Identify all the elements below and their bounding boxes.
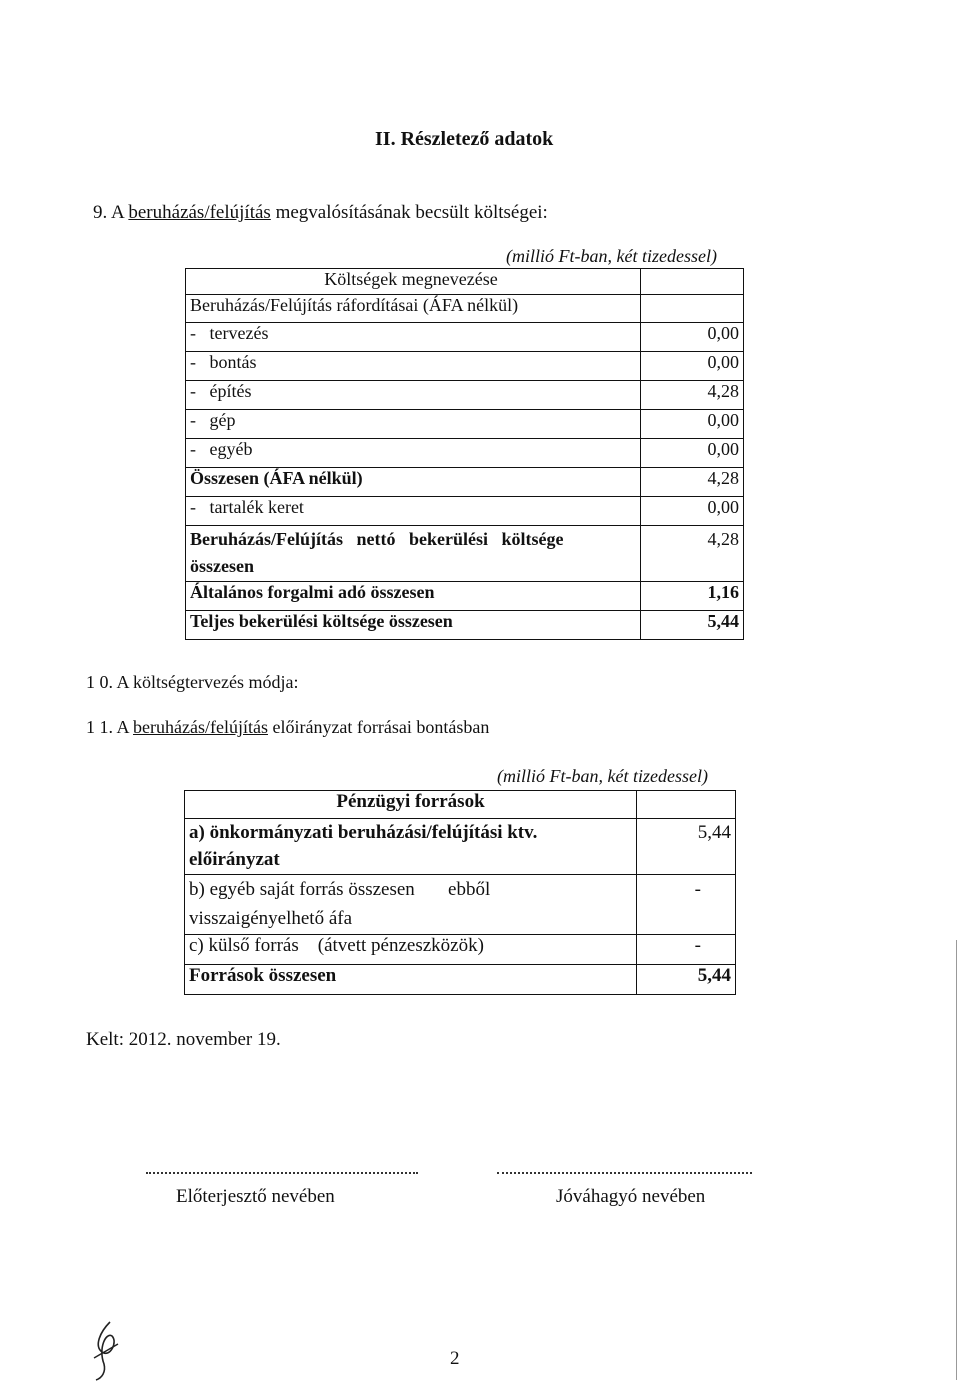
cost-row-value: 0,00 [641, 410, 744, 439]
funding-row-b [185, 875, 736, 935]
cost-gross-label: Teljes bekerülési költsége összesen [186, 611, 641, 640]
funding-header-row [185, 791, 736, 819]
cost-row-value: 4,28 [641, 381, 744, 410]
cost-row [186, 352, 744, 381]
cost-vat-label: Általános forgalmi adó összesen [186, 582, 641, 611]
date-line: Kelt: 2012. november 19. [86, 1029, 281, 1050]
cost-row-value: 0,00 [641, 439, 744, 468]
cost-reserve-value: 0,00 [641, 497, 744, 526]
cost-total-label: Összesen (ÁFA nélkül) [186, 468, 641, 497]
item-11-link: beruházás/felújítás [133, 717, 268, 737]
cost-gross-value: 5,44 [641, 611, 744, 640]
funding-row-a [185, 819, 736, 875]
funding-row-b-label [185, 875, 637, 935]
funding-row-b-value: - [637, 875, 736, 935]
cost-gross-row [186, 611, 744, 640]
item-10-heading: 1 0. A költségtervezés módja: [86, 672, 299, 692]
funding-header: Pénzügyi források [185, 791, 637, 819]
cost-row-label: - gép [186, 410, 641, 439]
item-11-suffix: előirányzat forrásai bontásban [267, 717, 490, 737]
cost-header: Költségek megnevezése [186, 269, 641, 295]
page-number: 2 [450, 1348, 460, 1369]
cost-reserve-label: - tartalék keret [186, 497, 641, 526]
cost-vat-value: 1,16 [641, 582, 744, 611]
cost-subheader-value [641, 295, 744, 323]
scan-edge-line [956, 940, 957, 1380]
funding-row-c [185, 935, 736, 965]
cost-row [186, 439, 744, 468]
item-9-heading [93, 202, 548, 224]
cost-subheader: Beruházás/Felújítás ráfordításai (ÁFA nélkül) [186, 295, 641, 323]
cost-row [186, 323, 744, 352]
cost-net-row [186, 526, 744, 582]
signature-label-right: Jóváhagyó nevében [556, 1186, 706, 1207]
cost-row-value: 0,00 [641, 323, 744, 352]
item-9-suffix: megvalósításának becsült költségei: [270, 202, 548, 223]
funding-row-a-label [185, 819, 637, 875]
item-11-heading [86, 717, 489, 738]
cost-row-label: - egyéb [186, 439, 641, 468]
funding-row-b-line2: visszaigényelhető áfa [189, 908, 353, 929]
cost-net-value: 4,28 [641, 526, 744, 582]
cost-row-value: 0,00 [641, 352, 744, 381]
cost-row-label: - bontás [186, 352, 641, 381]
cost-net-label [186, 526, 641, 582]
cost-total-value: 4,28 [641, 468, 744, 497]
cost-row-label: - építés [186, 381, 641, 410]
signature-line-left [146, 1172, 418, 1174]
funding-row-b-line1: b) egyéb saját forrás összesen ebből [189, 879, 491, 900]
cost-net-label-line1: Beruházás/Felújítás nettó bekerülési költsége [190, 529, 564, 549]
cost-row [186, 410, 744, 439]
cost-net-label-line2: összesen [190, 556, 254, 576]
unit-note-funding: (millió Ft-ban, két tizedessel) [497, 766, 708, 786]
cost-total-row [186, 468, 744, 497]
cost-header-value [641, 269, 744, 295]
funding-row-a-value: 5,44 [637, 819, 736, 875]
signature-label-left: Előterjesztő nevében [176, 1186, 335, 1207]
cost-table [185, 268, 744, 640]
funding-row-a-line1: a) önkormányzati beruházási/felújítási ktv. [189, 822, 538, 843]
item-9-link: beruházás/felújítás [128, 202, 271, 223]
cost-row [186, 381, 744, 410]
cost-subheader-row [186, 295, 744, 323]
signature-line-right [497, 1172, 752, 1174]
unit-note-costs: (millió Ft-ban, két tizedessel) [506, 246, 717, 266]
cost-vat-row [186, 582, 744, 611]
funding-total-row [185, 965, 736, 995]
funding-total-label: Források összesen [185, 965, 637, 995]
item-9-prefix: 9. A [93, 202, 129, 223]
funding-row-c-label: c) külső forrás (átvett pénzeszközök) [185, 935, 637, 965]
funding-row-a-line2: előirányzat [189, 849, 280, 870]
cost-row-label: - tervezés [186, 323, 641, 352]
funding-table [184, 790, 736, 995]
funding-header-value [637, 791, 736, 819]
item-11-prefix: 1 1. A [86, 717, 134, 737]
handwritten-initial-mark [88, 1318, 128, 1382]
funding-total-value: 5,44 [637, 965, 736, 995]
funding-row-c-value: - [637, 935, 736, 965]
cost-table-header-row [186, 269, 744, 295]
cost-reserve-row [186, 497, 744, 526]
section-title: II. Részletező adatok [375, 128, 554, 150]
